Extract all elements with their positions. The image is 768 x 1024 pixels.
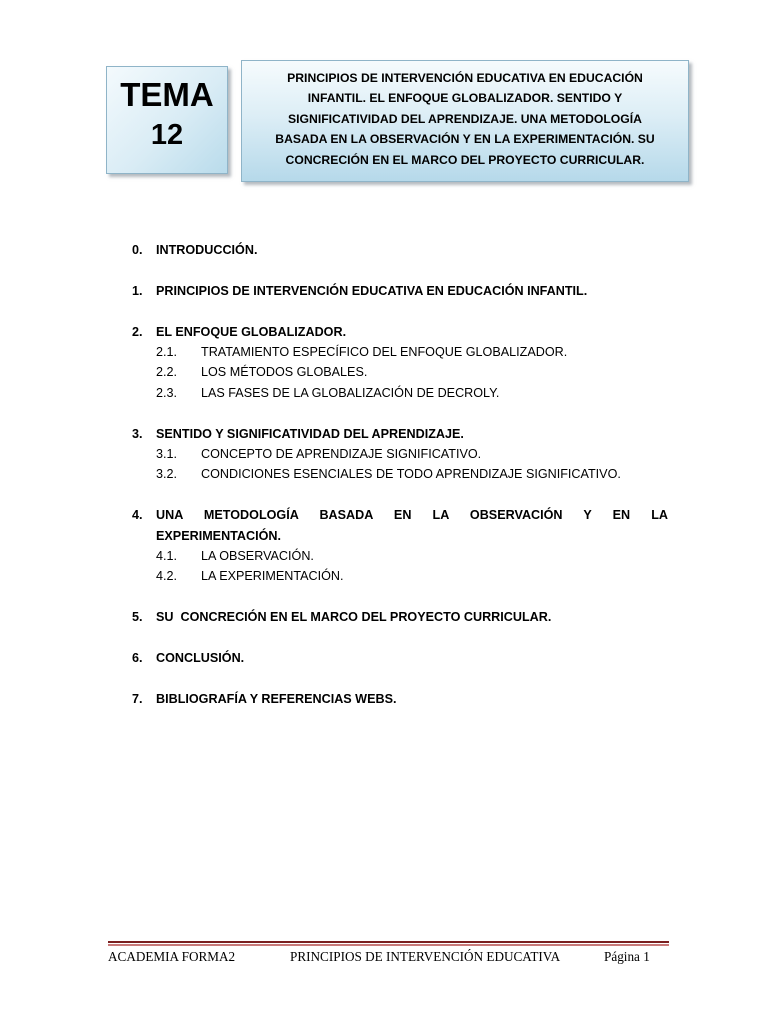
title-line: SIGNIFICATIVIDAD DEL APRENDIZAJE. UNA METODOLOGÍA (288, 111, 642, 126)
toc-item-3 (132, 424, 668, 485)
tema-number: 12 (150, 119, 184, 151)
toc-subitem (132, 383, 668, 403)
toc-item-2 (132, 322, 668, 404)
toc-subheading: LA EXPERIMENTACIÓN. (201, 569, 344, 584)
footer-page-number: Página 1 (604, 949, 650, 964)
footer-topic: PRINCIPIOS DE INTERVENCIÓN EDUCATIVA (290, 949, 561, 964)
toc-subitem (132, 464, 668, 484)
toc-number: 1. (132, 283, 143, 298)
toc-heading-line: UNA METODOLOGÍA BASADA EN LA OBSERVACIÓN Y EN LA (156, 508, 668, 523)
toc-item-4 (132, 505, 668, 587)
toc-number: 6. (132, 651, 143, 666)
toc-item-5 (132, 607, 668, 627)
toc-heading: CONCLUSIÓN. (156, 651, 245, 666)
toc-subheading: CONDICIONES ESENCIALES DE TODO APRENDIZAJE SIGNIFICATIVO. (201, 467, 621, 482)
toc-subheading: LA OBSERVACIÓN. (201, 549, 314, 564)
toc-heading: EL ENFOQUE GLOBALIZADOR. (156, 324, 347, 339)
toc-number: 0. (132, 243, 143, 257)
title-line: INFANTIL. EL ENFOQUE GLOBALIZADOR. SENTIDO Y (307, 91, 623, 106)
tema-title-box (241, 60, 689, 182)
tema-box (106, 66, 228, 174)
toc-subitem (132, 362, 668, 382)
toc-heading: PRINCIPIOS DE INTERVENCIÓN EDUCATIVA EN EDUCACIÓN INFANTIL. (156, 283, 588, 298)
toc-subitem (132, 342, 668, 362)
toc-heading: SENTIDO Y SIGNIFICATIVIDAD DEL APRENDIZAJE. (156, 426, 464, 441)
toc-subitem (132, 444, 668, 464)
toc-item-1 (132, 281, 668, 301)
toc-subnumber: 4.2. (156, 569, 178, 584)
toc-subheading: LAS FASES DE LA GLOBALIZACIÓN DE DECROLY. (201, 385, 500, 400)
toc-number: 5. (132, 610, 143, 625)
toc-number: 3. (132, 426, 143, 441)
table-of-contents (132, 240, 668, 730)
toc-heading: INTRODUCCIÓN. (156, 243, 258, 257)
toc-heading-line: EXPERIMENTACIÓN. (156, 528, 282, 543)
toc-subnumber: 3.1. (156, 447, 178, 462)
toc-subnumber: 3.2. (156, 467, 178, 482)
toc-number: 4. (132, 508, 143, 523)
title-line: PRINCIPIOS DE INTERVENCIÓN EDUCATIVA EN EDUCACIÓN (287, 71, 643, 85)
title-line: BASADA EN LA OBSERVACIÓN Y EN LA EXPERIMENTACIÓN. SU (275, 132, 655, 147)
tema-label: TEMA (120, 76, 214, 113)
toc-subnumber: 2.2. (156, 365, 178, 380)
toc-subitem (132, 566, 668, 586)
title-line: CONCRECIÓN EN EL MARCO DEL PROYECTO CURRICULAR. (285, 152, 645, 167)
toc-heading: BIBLIOGRAFÍA Y REFERENCIAS WEBS. (156, 691, 397, 706)
toc-number: 2. (132, 324, 143, 339)
toc-number: 7. (132, 691, 143, 706)
toc-item-0 (132, 240, 668, 260)
toc-subheading: CONCEPTO DE APRENDIZAJE SIGNIFICATIVO. (201, 447, 482, 462)
toc-heading: SU CONCRECIÓN EN EL MARCO DEL PROYECTO CURRICULAR. (156, 610, 552, 625)
toc-subnumber: 2.3. (156, 385, 178, 400)
toc-subheading: TRATAMIENTO ESPECÍFICO DEL ENFOQUE GLOBALIZADOR. (201, 345, 568, 359)
toc-subheading: LOS MÉTODOS GLOBALES. (201, 365, 368, 380)
footer-academy: ACADEMIA FORMA2 (108, 949, 236, 964)
toc-subitem (132, 546, 668, 566)
footer-divider (108, 941, 669, 943)
toc-item-6 (132, 648, 668, 668)
toc-subnumber: 4.1. (156, 549, 178, 564)
toc-subnumber: 2.1. (156, 345, 178, 359)
toc-item-7 (132, 689, 668, 709)
